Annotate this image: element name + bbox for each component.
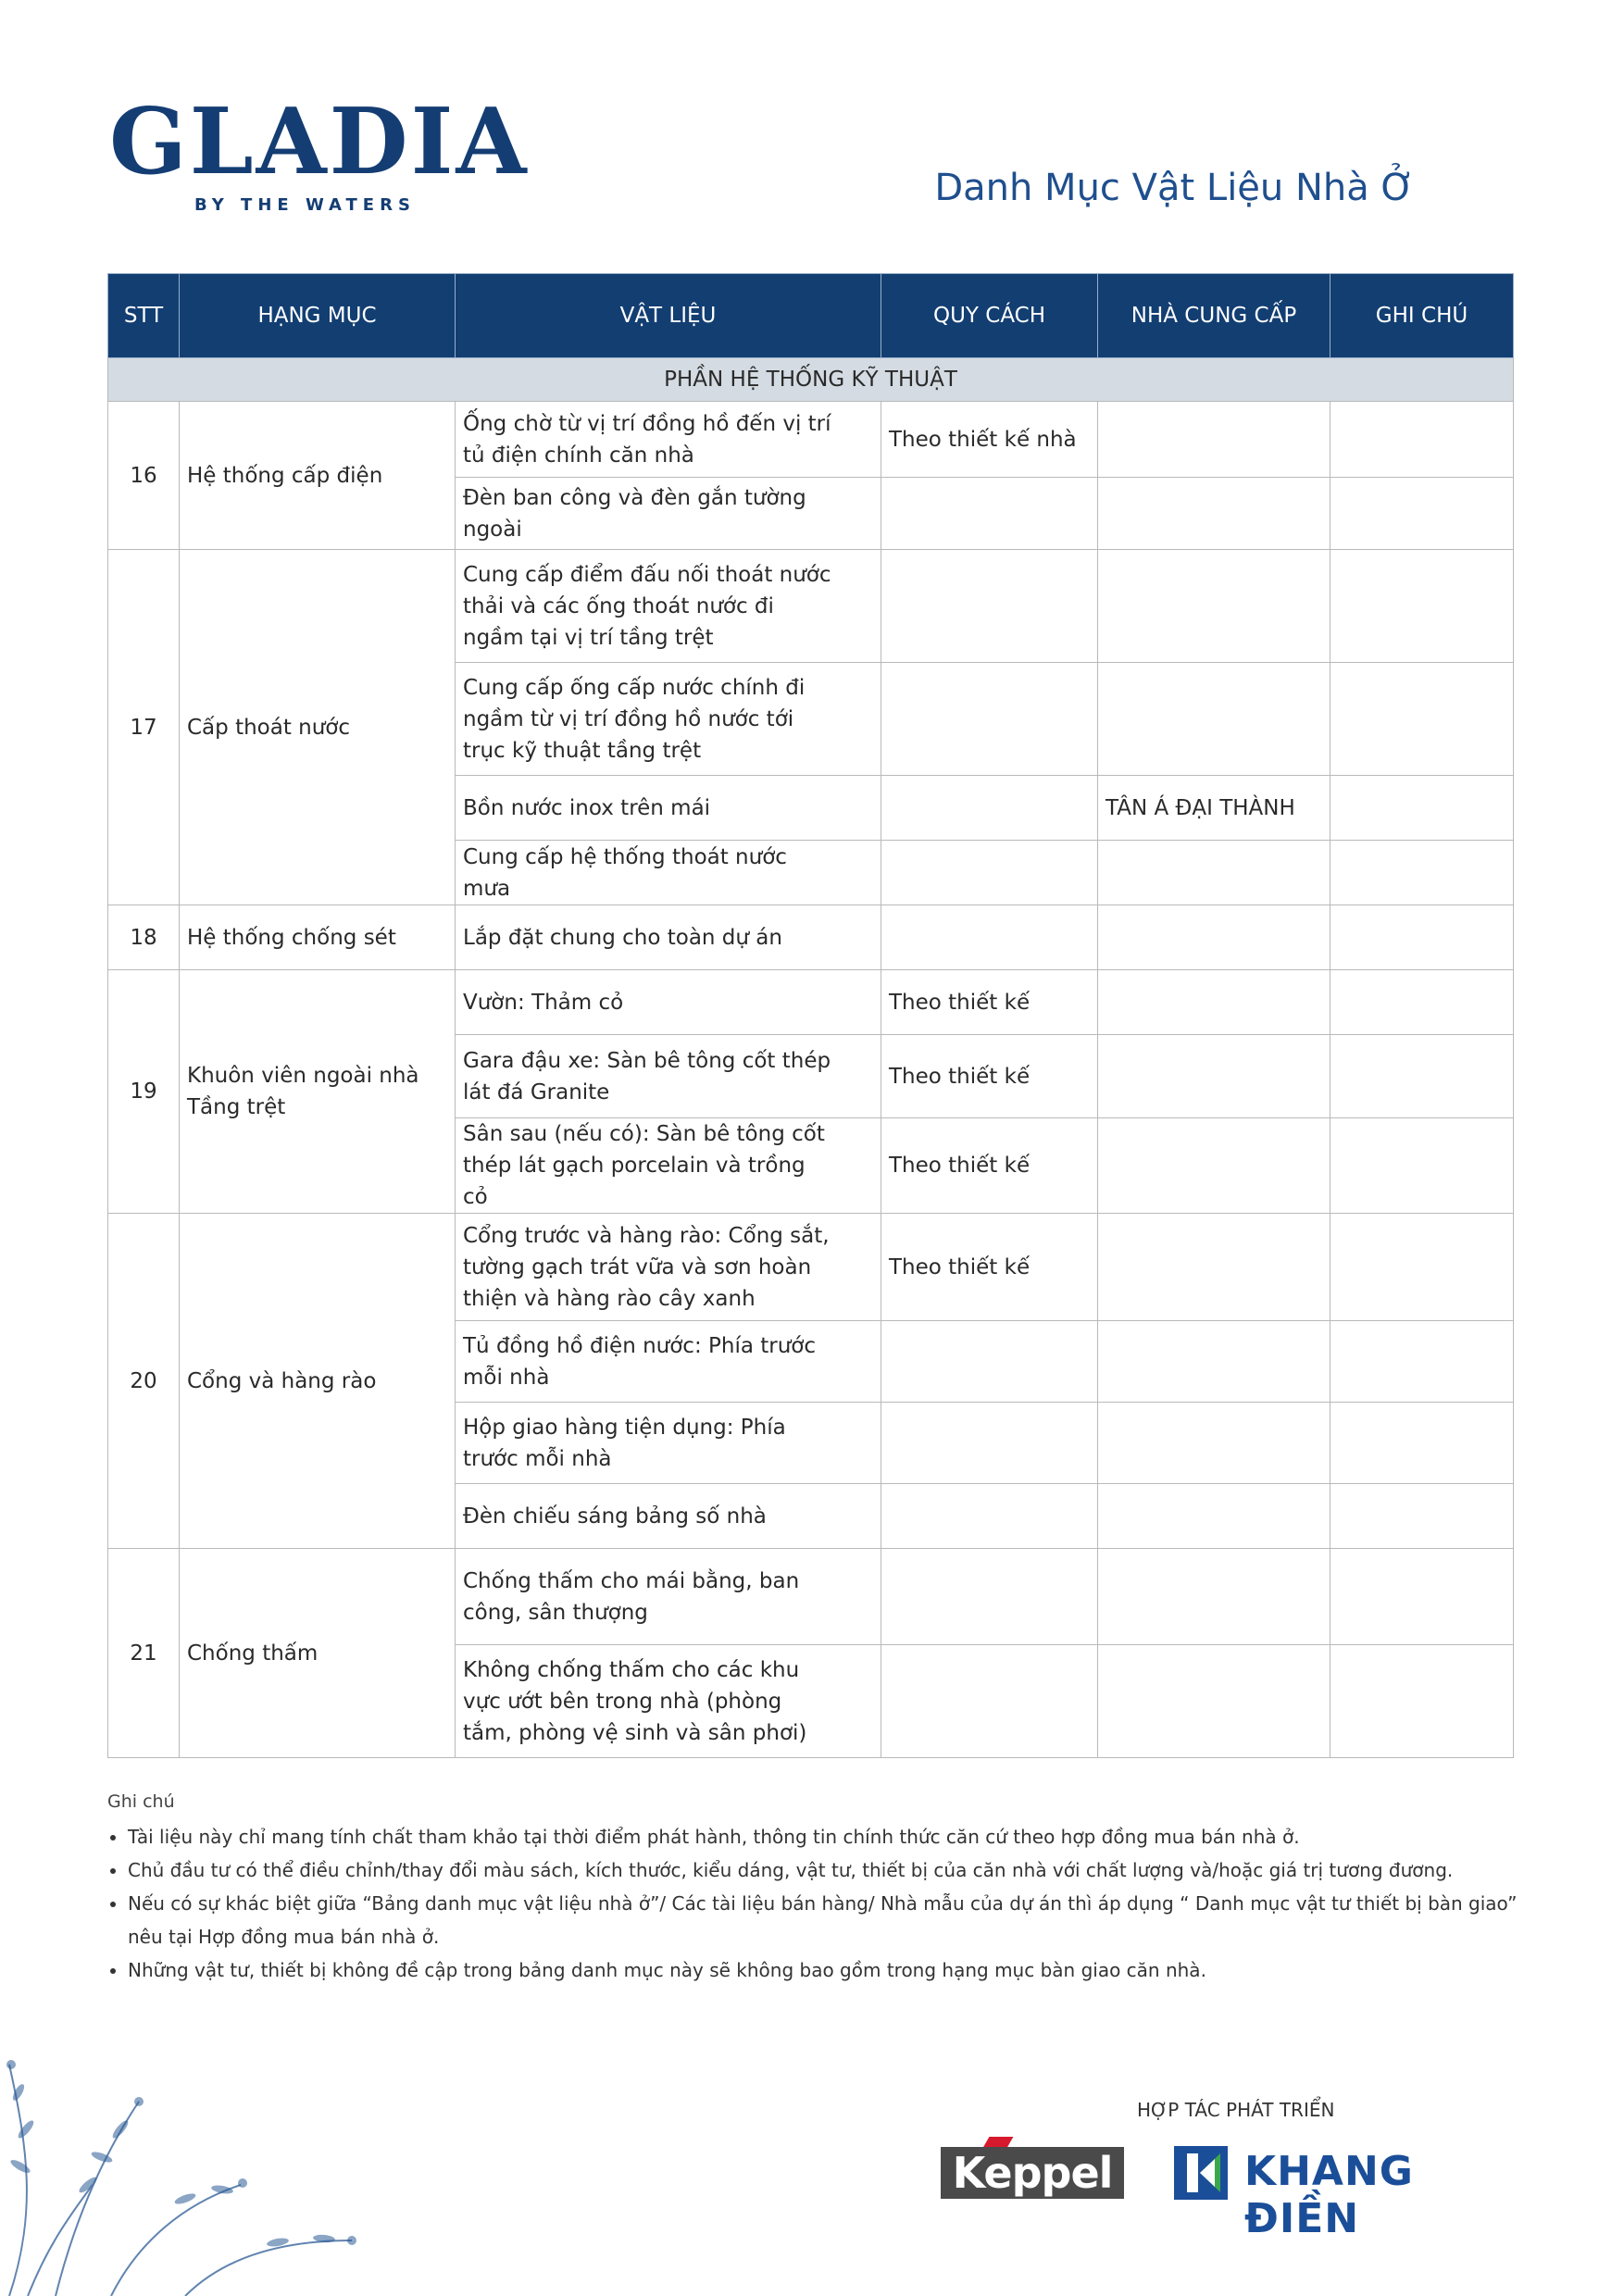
row-material: Gara đậu xe: Sàn bê tông cốt thép lát đá Granite <box>456 1035 881 1118</box>
row-material: Cổng trước và hàng rào: Cổng sắt, tường gạch trát vữa và sơn hoàn thiện và hàng rào cây xanh <box>456 1214 881 1321</box>
row-spec <box>881 905 1098 970</box>
table-row <box>108 550 1514 663</box>
row-note <box>1330 1214 1514 1321</box>
row-material: Cung cấp điểm đấu nối thoát nước thải và các ống thoát nước đi ngầm tại vị trí tầng trệt <box>456 550 881 663</box>
row-spec <box>881 663 1098 776</box>
row-spec: Theo thiết kế nhà <box>881 402 1098 478</box>
botanical-decoration-icon <box>0 1944 398 2296</box>
row-supplier <box>1098 1035 1330 1118</box>
header-note: GHI CHÚ <box>1330 274 1514 358</box>
brand-tagline: BY THE WATERS <box>194 195 416 215</box>
row-supplier <box>1098 478 1330 550</box>
row-supplier <box>1098 663 1330 776</box>
row-note <box>1330 841 1514 905</box>
notes-title: Ghi chú <box>107 1791 175 1812</box>
row-supplier <box>1098 1321 1330 1403</box>
row-material: Hộp giao hàng tiện dụng: Phía trước mỗi nhà <box>456 1403 881 1484</box>
materials-table <box>107 273 1514 1758</box>
row-material: Vườn: Thảm cỏ <box>456 970 881 1035</box>
table-row <box>108 905 1514 970</box>
header-stt: STT <box>108 274 180 358</box>
row-stt: 18 <box>108 905 180 970</box>
row-supplier <box>1098 1403 1330 1484</box>
row-material: Cung cấp hệ thống thoát nước mưa <box>456 841 881 905</box>
khangdien-logo <box>1174 2146 1517 2242</box>
row-supplier <box>1098 402 1330 478</box>
table-header-row <box>108 274 1514 358</box>
header-supplier: NHÀ CUNG CẤP <box>1098 274 1330 358</box>
row-supplier <box>1098 1214 1330 1321</box>
section-row <box>108 358 1514 402</box>
khangdien-name: KHANG ĐIỀN <box>1244 2148 1414 2242</box>
row-note <box>1330 970 1514 1035</box>
row-note <box>1330 776 1514 841</box>
row-stt: 19 <box>108 970 180 1214</box>
partners-label: HỢP TÁC PHÁT TRIỂN <box>1137 2099 1335 2121</box>
khangdien-mark-icon <box>1174 2146 1228 2200</box>
header-spec: QUY CÁCH <box>881 274 1098 358</box>
row-spec: Theo thiết kế <box>881 1214 1098 1321</box>
row-category: Khuôn viên ngoài nhà Tầng trệt <box>180 970 456 1214</box>
row-note <box>1330 1403 1514 1484</box>
row-note <box>1330 1645 1514 1758</box>
row-stt: 20 <box>108 1214 180 1549</box>
brand-name: GLADIA <box>109 89 530 195</box>
row-spec <box>881 1403 1098 1484</box>
row-stt: 21 <box>108 1549 180 1758</box>
table-row <box>108 1214 1514 1321</box>
row-material: Tủ đồng hồ điện nước: Phía trước mỗi nhà <box>456 1321 881 1403</box>
row-category: Cấp thoát nước <box>180 550 456 905</box>
row-spec: Theo thiết kế <box>881 970 1098 1035</box>
row-supplier: TÂN Á ĐẠI THÀNH <box>1098 776 1330 841</box>
header-category: HẠNG MỤC <box>180 274 456 358</box>
row-spec <box>881 550 1098 663</box>
row-material: Bồn nước inox trên mái <box>456 776 881 841</box>
row-material: Không chống thấm cho các khu vực ướt bên trong nhà (phòng tắm, phòng vệ sinh và sân phơi) <box>456 1645 881 1758</box>
note-item: • Những vật tư, thiết bị không đề cập trong bảng danh mục này sẽ không bao gồm trong hạng mục bàn giao căn nhà. <box>128 1953 1524 1987</box>
row-spec: Theo thiết kế <box>881 1118 1098 1214</box>
row-material: Lắp đặt chung cho toàn dự án <box>456 905 881 970</box>
row-supplier <box>1098 970 1330 1035</box>
row-spec: Theo thiết kế <box>881 1035 1098 1118</box>
row-category: Chống thấm <box>180 1549 456 1758</box>
row-spec <box>881 1645 1098 1758</box>
row-supplier <box>1098 1118 1330 1214</box>
row-material: Đèn chiếu sáng bảng số nhà <box>456 1484 881 1549</box>
note-item: • Tài liệu này chỉ mang tính chất tham khảo tại thời điểm phát hành, thông tin chính thức căn cứ theo hợp đồng mua bán nhà ở. <box>128 1820 1524 1853</box>
row-supplier <box>1098 550 1330 663</box>
row-spec <box>881 776 1098 841</box>
row-note <box>1330 1118 1514 1214</box>
row-note <box>1330 1549 1514 1645</box>
row-material: Chống thấm cho mái bằng, ban công, sân thượng <box>456 1549 881 1645</box>
header-material: VẬT LIỆU <box>456 274 881 358</box>
page-title: Danh Mục Vật Liệu Nhà Ở <box>934 167 1415 209</box>
row-supplier <box>1098 1484 1330 1549</box>
note-item: • Nếu có sự khác biệt giữa “Bảng danh mục vật liệu nhà ở”/ Các tài liệu bán hàng/ Nhà mẫu của dự án thì áp dụng “ Danh mục vật tư thiết bị bàn giao” nêu tại Hợp đồng mua bán nhà ở. <box>128 1887 1524 1953</box>
keppel-logo: Keppel <box>941 2147 1124 2199</box>
row-category: Hệ thống cấp điện <box>180 402 456 550</box>
table-row <box>108 402 1514 478</box>
row-note <box>1330 1035 1514 1118</box>
row-supplier <box>1098 1549 1330 1645</box>
row-note <box>1330 1321 1514 1403</box>
row-supplier <box>1098 1645 1330 1758</box>
row-material: Cung cấp ống cấp nước chính đi ngầm từ vị trí đồng hồ nước tới trục kỹ thuật tầng trệt <box>456 663 881 776</box>
row-spec <box>881 841 1098 905</box>
row-note <box>1330 478 1514 550</box>
row-note <box>1330 550 1514 663</box>
row-note <box>1330 905 1514 970</box>
section-label: PHẦN HỆ THỐNG KỸ THUẬT <box>108 358 1514 402</box>
row-stt: 17 <box>108 550 180 905</box>
note-item: • Chủ đầu tư có thể điều chỉnh/thay đổi màu sách, kích thước, kiểu dáng, vật tư, thiết bị của căn nhà với chất lượng và/hoặc giá trị tương đương. <box>128 1853 1524 1887</box>
table-row <box>108 970 1514 1035</box>
row-category: Hệ thống chống sét <box>180 905 456 970</box>
row-supplier <box>1098 841 1330 905</box>
row-category: Cổng và hàng rào <box>180 1214 456 1549</box>
brand-logo <box>109 89 530 215</box>
row-note <box>1330 402 1514 478</box>
row-material: Sân sau (nếu có): Sàn bê tông cốt thép lát gạch porcelain và trồng cỏ <box>456 1118 881 1214</box>
row-material: Ống chờ từ vị trí đồng hồ đến vị trí tủ điện chính căn nhà <box>456 402 881 478</box>
row-note <box>1330 1484 1514 1549</box>
row-spec <box>881 478 1098 550</box>
row-note <box>1330 663 1514 776</box>
row-stt: 16 <box>108 402 180 550</box>
row-material: Đèn ban công và đèn gắn tường ngoài <box>456 478 881 550</box>
row-spec <box>881 1549 1098 1645</box>
row-supplier <box>1098 905 1330 970</box>
row-spec <box>881 1321 1098 1403</box>
table-row <box>108 1549 1514 1645</box>
row-spec <box>881 1484 1098 1549</box>
